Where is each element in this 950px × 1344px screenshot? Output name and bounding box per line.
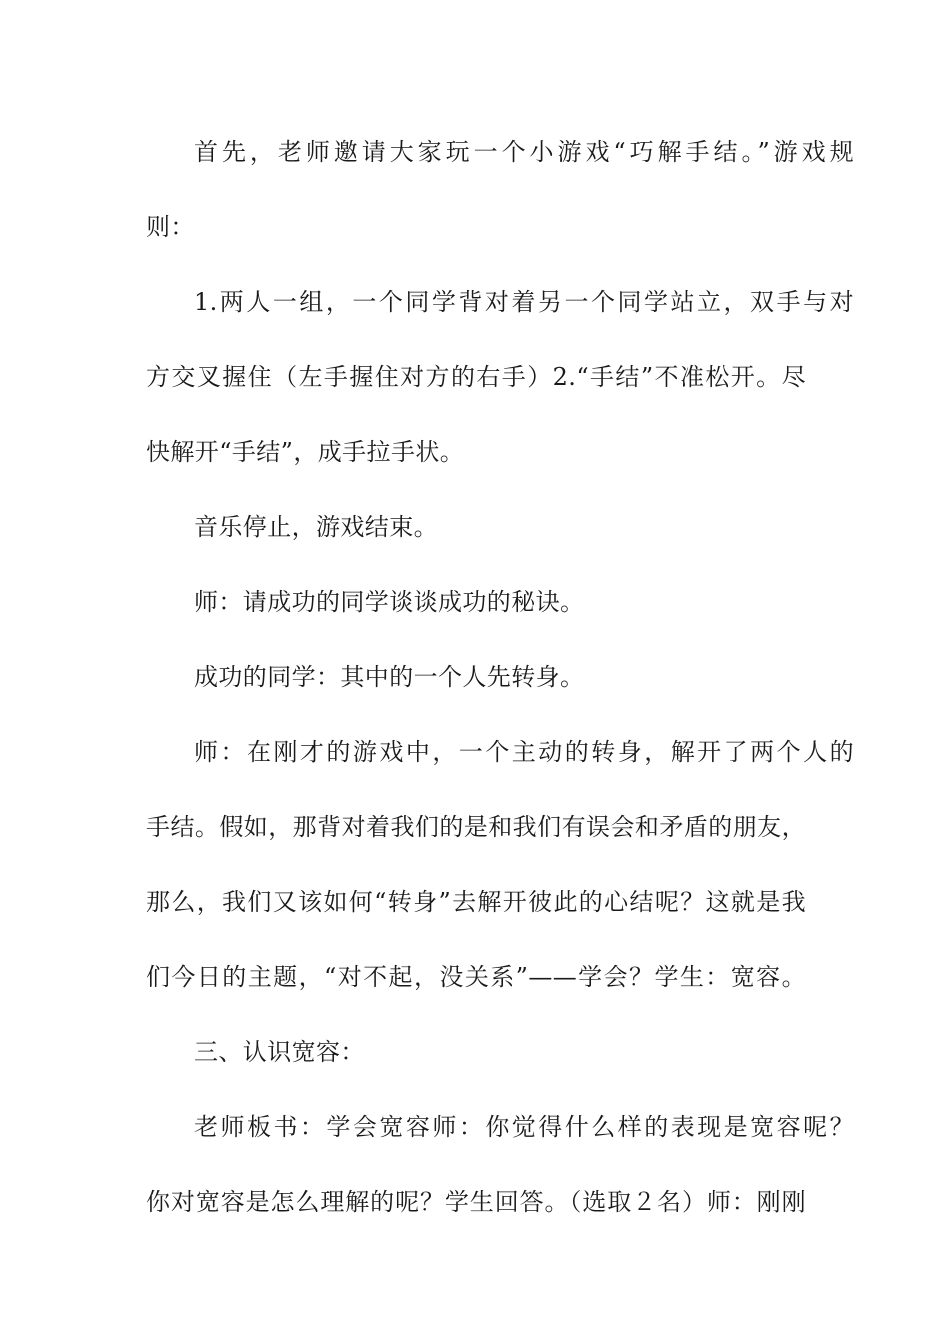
text-line: 音乐停止，游戏结束。: [194, 513, 438, 541]
text-line: 你对宽容是怎么理解的呢？学生回答。（选取２名）师：刚刚: [146, 1188, 806, 1216]
text-line: 1.两人一组，一个同学背对着另一个同学站立，双手与对: [194, 288, 854, 316]
section-heading: 三、认识宽容：: [194, 1038, 365, 1066]
text-line: 老师板书：学会宽容师：你觉得什么样的表现是宽容呢？: [194, 1113, 854, 1141]
text-line: 方交叉握住（左手握住对方的右手）2.“手结”不准松开。尽: [146, 363, 806, 391]
text-line: 师：在刚才的游戏中，一个主动的转身，解开了两个人的: [194, 738, 854, 766]
text-line: 则：: [146, 213, 195, 241]
text-line: 成功的同学：其中的一个人先转身。: [194, 663, 585, 691]
text-line: 师：请成功的同学谈谈成功的秘诀。: [194, 588, 585, 616]
text-line: 们今日的主题，“对不起，没关系”——学会？学生：宽容。: [146, 963, 806, 991]
text-line: 首先，老师邀请大家玩一个小游戏“巧解手结。”游戏规: [194, 138, 854, 166]
text-line: 那么，我们又该如何“转身”去解开彼此的心结呢？这就是我: [146, 888, 806, 916]
text-line: 快解开“手结”，成手拉手状。: [146, 438, 465, 466]
text-line: 手结。假如，那背对着我们的是和我们有误会和矛盾的朋友，: [146, 813, 806, 841]
